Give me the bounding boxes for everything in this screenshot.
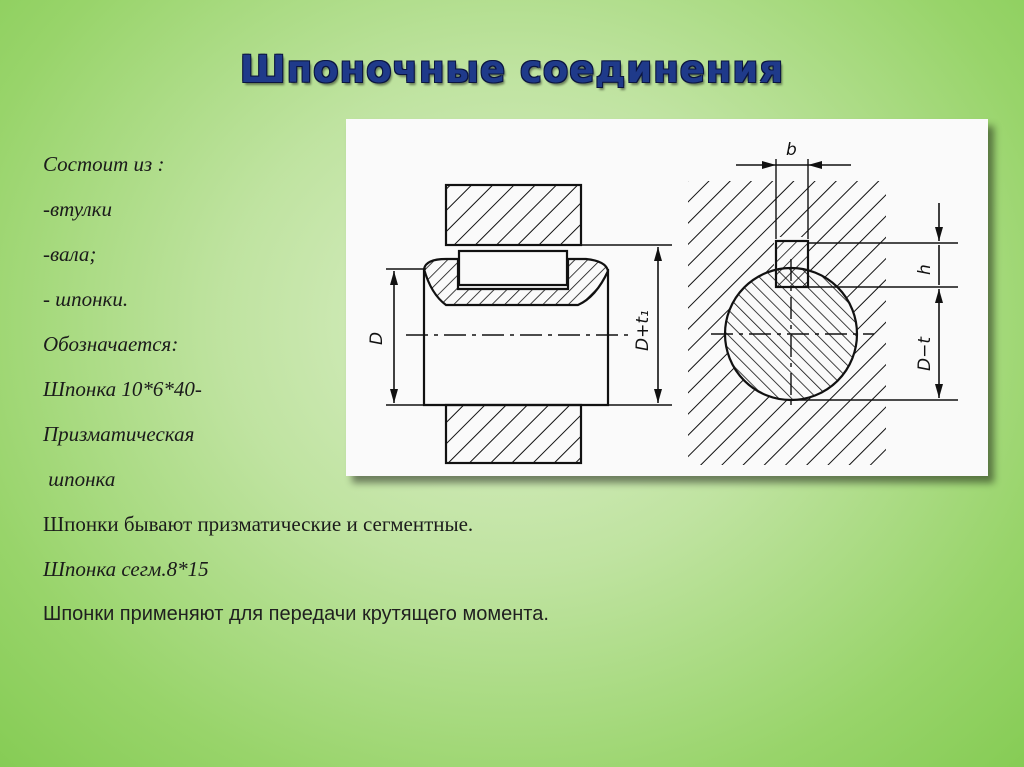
line-key: - шпонки. bbox=[43, 287, 129, 311]
line-segment-key: Шпонка сегм.8*15 bbox=[43, 557, 209, 581]
line-bushing: -втулки bbox=[43, 197, 112, 221]
label-D: D bbox=[367, 331, 387, 345]
line-prismatic: Призматическая bbox=[43, 422, 195, 446]
label-b: b bbox=[786, 140, 797, 160]
label-D-plus-t1: D+t₁ bbox=[633, 310, 653, 351]
line-consists-of: Состоит из : bbox=[43, 152, 165, 176]
longitudinal-section bbox=[386, 185, 672, 463]
line-key-designation: Шпонка 10*6*40- bbox=[43, 377, 202, 401]
cross-section bbox=[688, 159, 958, 465]
hub-upper-hatch bbox=[446, 185, 581, 245]
key-joint-drawing bbox=[346, 119, 988, 476]
hub-lower-hatch bbox=[446, 405, 581, 463]
key-section bbox=[776, 241, 808, 287]
label-h: h bbox=[915, 264, 935, 275]
key-rect bbox=[459, 251, 567, 285]
slide-title: Шпоночные соединения bbox=[239, 48, 785, 91]
label-D-minus-t: D−t bbox=[915, 337, 935, 371]
line-key-purpose: Шпонки применяют для передачи крутящего момента. bbox=[43, 603, 549, 625]
line-key-types: Шпонки бывают призматические и сегментные. bbox=[43, 512, 474, 536]
line-shaft: -вала; bbox=[43, 242, 97, 266]
line-key-word: шпонка bbox=[43, 467, 116, 491]
line-designation: Обозначается: bbox=[43, 332, 179, 356]
